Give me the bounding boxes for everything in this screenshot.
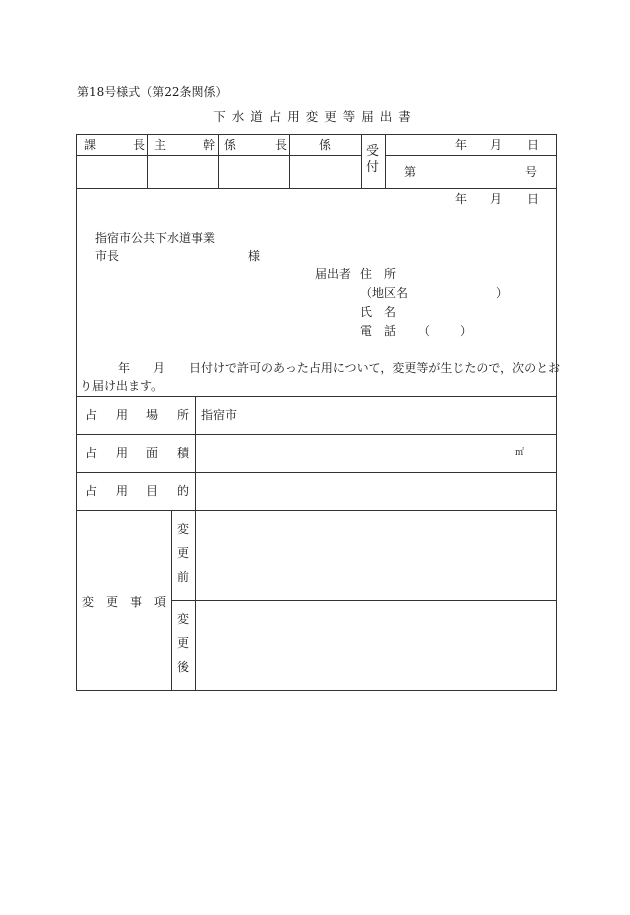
receipt-month: 月 [490,138,503,152]
receipt-label-2: 付 [366,160,380,175]
submission-year: 年 [455,192,468,206]
change-label-1: 変 [82,595,95,609]
phone-label-2: 話 [384,324,397,338]
approval-ka: 課 [84,138,97,152]
area-label-3: 面 [146,446,159,460]
area-unit: ㎡ [515,448,525,458]
frame-bottom [76,690,557,691]
place-label-2: 用 [116,408,129,422]
place-label-4: 所 [177,408,190,422]
before-label-1: 変 [177,522,190,536]
receipt-number-suffix: 号 [525,165,538,179]
statement-text-2: り届け出ます。 [80,379,164,393]
addressee-org: 指宿市公共下水道事業 [95,231,216,245]
area-label-1: 占 [85,446,98,460]
receipt-day: 日 [527,138,540,152]
applicant-label: 届出者 [315,267,352,281]
before-label-2: 更 [177,546,190,560]
statement-year: 年 [118,361,131,375]
submission-day: 日 [527,192,540,206]
honorific-sama: 様 [248,249,261,263]
addressee-title: 市長 [95,249,120,263]
frame-right [556,134,557,691]
statement-text-1: 日付けで許可のあった占用について，変更等が生じたので，次のとお [189,361,561,375]
after-label-2: 更 [177,636,190,650]
statement-month: 月 [153,361,166,375]
address-label-1: 住 [360,267,373,281]
district-close: ） [496,286,509,300]
approval-kakari: 係 [224,138,237,152]
district-label: （地区名 [360,286,409,300]
purpose-label-2: 用 [116,484,129,498]
before-label-3: 前 [177,570,190,584]
approval-shu: 主 [154,138,167,152]
change-label-3: 事 [130,595,143,609]
after-label-1: 変 [177,612,190,626]
area-label-2: 用 [116,446,129,460]
approval-kakaricho: 長 [275,138,288,152]
approval-cho: 長 [133,138,146,152]
receipt-year: 年 [455,138,468,152]
phone-label-1: 電 [360,324,373,338]
frame-top [76,134,557,135]
change-label-4: 項 [154,595,167,609]
address-label-2: 所 [384,267,397,281]
purpose-label-3: 目 [146,484,159,498]
document-title: 下水道占用変更等届出書 [213,109,417,124]
place-value: 指宿市 [201,408,238,422]
frame-left [76,134,77,691]
after-label-3: 後 [177,660,190,674]
place-label-1: 占 [85,408,98,422]
form-number: 第18号様式（第22条関係） [77,85,228,99]
approval-kan: 幹 [203,138,216,152]
receipt-label-1: 受 [366,144,380,159]
phone-paren-close: ） [460,324,473,338]
purpose-label-1: 占 [85,484,98,498]
name-label-2: 名 [384,305,397,319]
name-label-1: 氏 [360,305,373,319]
change-label-2: 更 [106,595,119,609]
approval-kakari-staff: 係 [319,138,332,152]
submission-month: 月 [490,192,503,206]
phone-paren-open: （ [418,324,431,338]
area-label-4: 積 [177,446,190,460]
place-label-3: 場 [146,408,159,422]
receipt-number-prefix: 第 [404,165,417,179]
purpose-label-4: 的 [177,484,190,498]
